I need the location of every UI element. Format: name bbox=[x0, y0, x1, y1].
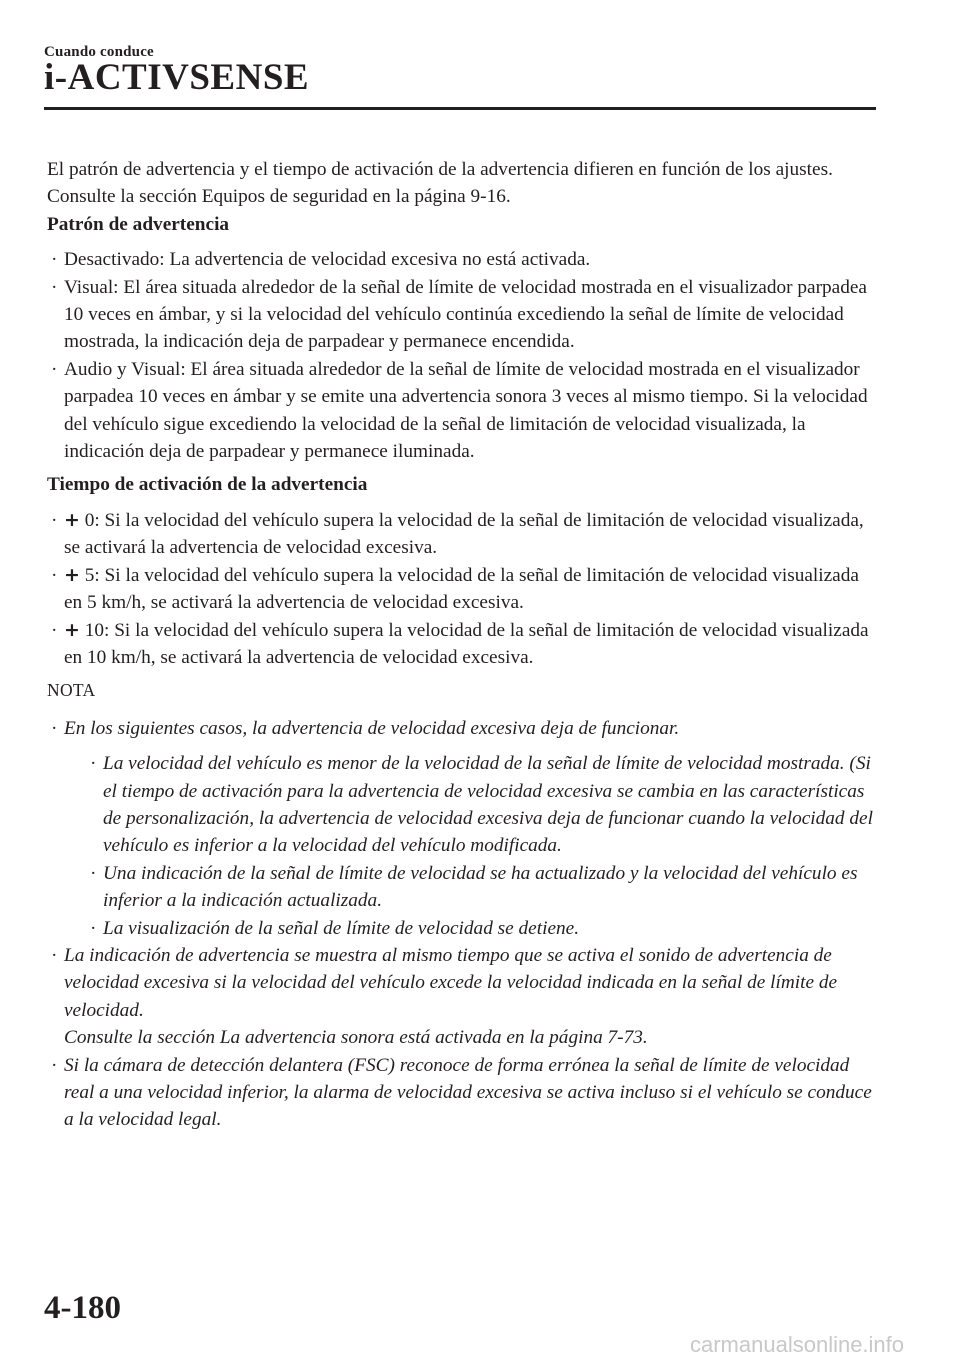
list-item-text: Desactivado: La advertencia de velocidad excesiva no está activada. bbox=[64, 249, 591, 271]
main-content bbox=[47, 156, 879, 1134]
note-item bbox=[47, 942, 879, 1052]
note-subitem bbox=[86, 860, 879, 915]
list-item-text: Visual: El área situada alrededor de la señal de límite de velocidad mostrada en el visualizador parpadea 10 veces en ámbar, y si la velocidad del vehículo continúa excediendo la señal de límite de velocidad mostrada, la indicación deja de parpadear y permanece encendida. bbox=[64, 276, 867, 353]
page-title: i-ACTIVSENSE bbox=[44, 57, 310, 98]
note-list bbox=[47, 715, 879, 1134]
warning-pattern-list bbox=[47, 246, 879, 465]
warning-timing-heading: Tiempo de activación de la advertencia bbox=[47, 474, 368, 496]
watermark: carmanualsonline.info bbox=[690, 1332, 905, 1357]
list-item bbox=[47, 617, 879, 672]
bullet: · bbox=[51, 717, 58, 739]
list-item bbox=[47, 246, 879, 273]
plus-icon: + bbox=[64, 508, 80, 531]
note-sublist bbox=[86, 750, 879, 942]
bullet: · bbox=[90, 862, 97, 884]
list-item bbox=[47, 356, 879, 466]
list-item-text: 10: Si la velocidad del vehículo supera la velocidad de la señal de limitación de velocidad visualizada en 10 km/h, se activará la advertencia de velocidad excesiva. bbox=[64, 619, 869, 668]
section-label: Cuando conduce bbox=[44, 44, 154, 60]
bullet: · bbox=[51, 249, 58, 271]
intro-reference: Consulte la sección Equipos de seguridad en la página 9-16. bbox=[47, 186, 511, 208]
plus-icon: + bbox=[64, 563, 80, 586]
note-text: La visualización de la señal de límite de velocidad se detiene. bbox=[103, 917, 580, 939]
list-item-text: 0: Si la velocidad del vehículo supera la velocidad de la señal de limitación de velocidad visualizada, se activará la advertencia de velocidad excesiva. bbox=[64, 509, 864, 559]
note-text: En los siguientes casos, la advertencia de velocidad excesiva deja de funcionar. bbox=[64, 717, 680, 739]
bullet: · bbox=[51, 358, 58, 380]
note-text: La velocidad del vehículo es menor de la velocidad de la señal de límite de velocidad mostrada. (Si el tiempo de activación para la advertencia de velocidad excesiva se cambia en las características de personalización, la advertencia de velocidad excesiva deja de funcionar cuando la velocidad del vehículo es inferior a la velocidad del vehículo modificada. bbox=[103, 753, 873, 857]
bullet: · bbox=[90, 917, 97, 939]
list-item bbox=[47, 274, 879, 356]
list-item bbox=[47, 562, 879, 617]
list-item bbox=[47, 507, 879, 562]
warning-timing-list bbox=[47, 507, 879, 671]
note-reference: Consulte la sección La advertencia sonora está activada en la página 7-73. bbox=[64, 1027, 648, 1049]
note-item bbox=[47, 715, 879, 942]
note-title: NOTA bbox=[47, 680, 96, 701]
bullet: · bbox=[51, 276, 58, 298]
list-item-text: 5: Si la velocidad del vehículo supera la velocidad de la señal de limitación de velocidad visualizada en 5 km/h, se activará la advertencia de velocidad excesiva. bbox=[64, 564, 859, 614]
intro-paragraph: El patrón de advertencia y el tiempo de activación de la advertencia difieren en función de los ajustes. bbox=[47, 159, 833, 180]
note-text: La indicación de advertencia se muestra al mismo tiempo que se activa el sonido de advertencia de velocidad excesiva si la velocidad del vehículo excede la velocidad indicada en la señal de límite de velocidad. bbox=[64, 944, 838, 1021]
plus-icon: + bbox=[64, 618, 80, 641]
bullet: · bbox=[90, 753, 97, 775]
note-text: Si la cámara de detección delantera (FSC) reconoce de forma errónea la señal de límite de velocidad real a una velocidad inferior, la alarma de velocidad excesiva se activa incluso si el vehículo se conduce a la velocidad legal. bbox=[64, 1054, 872, 1131]
note-subitem bbox=[86, 750, 879, 860]
bullet: · bbox=[51, 564, 58, 586]
bullet: · bbox=[51, 1054, 58, 1076]
bullet: · bbox=[51, 509, 58, 531]
warning-pattern-heading: Patrón de advertencia bbox=[47, 213, 230, 235]
note-item bbox=[47, 1052, 879, 1134]
page-number: 4-180 bbox=[44, 1290, 121, 1326]
header-rule bbox=[44, 107, 876, 110]
bullet: · bbox=[51, 619, 58, 641]
list-item-text: Audio y Visual: El área situada alrededor de la señal de límite de velocidad mostrada en el visualizador parpadea 10 veces en ámbar y se emite una advertencia sonora 3 veces al mismo tiempo. Si la velocidad del vehículo sigue excediendo la velocidad de la señal de limitación de velocidad visualizada, la indicación deja de parpadear y permanece iluminada. bbox=[64, 358, 868, 463]
note-text: Una indicación de la señal de límite de velocidad se ha actualizado y la velocidad del vehículo es inferior a la indicación actualizada. bbox=[103, 862, 858, 912]
bullet: · bbox=[51, 944, 58, 966]
note-subitem bbox=[86, 915, 879, 942]
